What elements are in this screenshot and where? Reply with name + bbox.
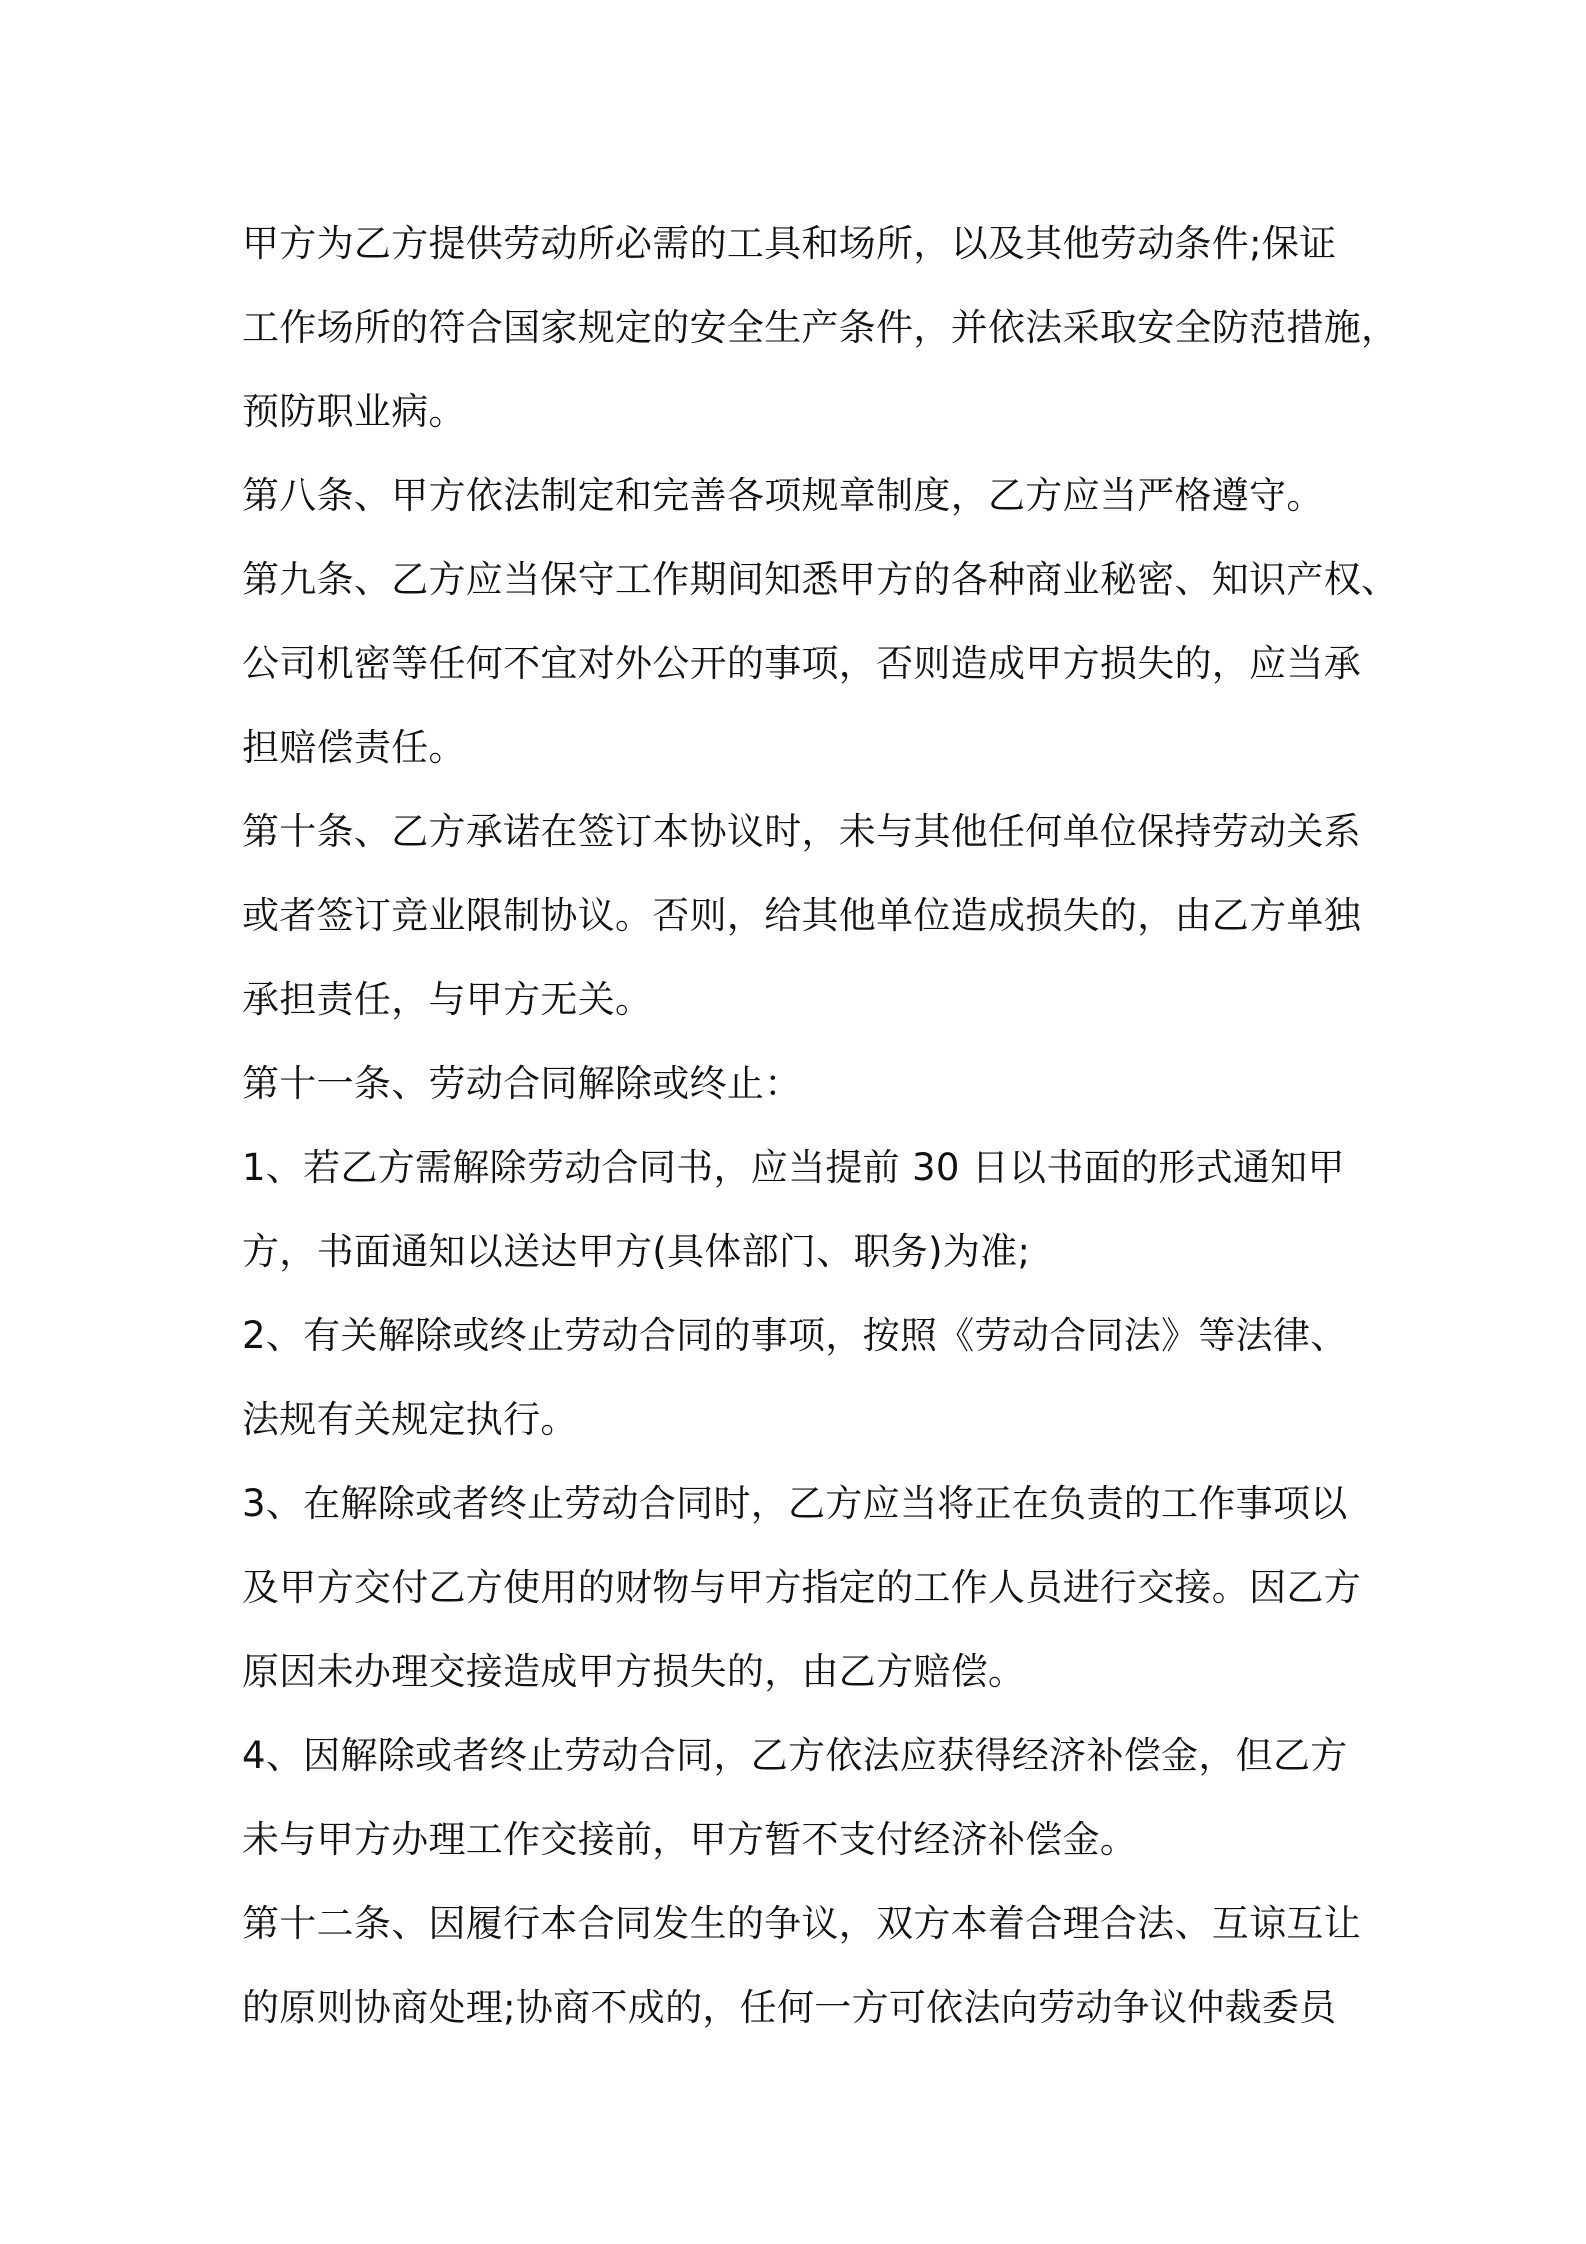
text-line: 第十条、乙方承诺在签订本协议时，未与其他任何单位保持劳动关系: [242, 810, 1361, 853]
text-line: 3、在解除或者终止劳动合同时，乙方应当将正在负责的工作事项以: [242, 1482, 1348, 1525]
text-line: 方，书面通知以送达甲方(具体部门、职务)为准;: [242, 1230, 1031, 1273]
text-line: 1、若乙方需解除劳动合同书，应当提前 30 日以书面的形式通知甲: [242, 1146, 1345, 1189]
text-line: 担赔偿责任。: [242, 726, 466, 769]
text-line: 或者签订竞业限制协议。否则，给其他单位造成损失的，由乙方单独: [242, 894, 1361, 937]
text-line: 2、有关解除或终止劳动合同的事项，按照《劳动合同法》等法律、: [242, 1314, 1348, 1357]
text-line: 的原则协商处理;协商不成的，任何一方可依法向劳动争议仲裁委员: [242, 1986, 1337, 2029]
text-line: 工作场所的符合国家规定的安全生产条件，并依法采取安全防范措施，: [242, 306, 1399, 349]
text-line: 未与甲方办理工作交接前，甲方暂不支付经济补偿金。: [242, 1818, 1138, 1861]
text-line: 承担责任，与甲方无关。: [242, 978, 653, 1021]
text-line: 原因未办理交接造成甲方损失的，由乙方赔偿。: [242, 1650, 1026, 1693]
text-line: 法规有关规定执行。: [242, 1398, 578, 1441]
text-line: 第十一条、劳动合同解除或终止：: [242, 1062, 802, 1105]
text-line: 甲方为乙方提供劳动所必需的工具和场所，以及其他劳动条件;保证: [242, 222, 1337, 265]
text-line: 第十二条、因履行本合同发生的争议，双方本着合理合法、互谅互让: [242, 1902, 1361, 1945]
text-line: 第八条、甲方依法制定和完善各项规章制度，乙方应当严格遵守。: [242, 474, 1324, 517]
text-line: 及甲方交付乙方使用的财物与甲方指定的工作人员进行交接。因乙方: [242, 1566, 1361, 1609]
text-line: 预防职业病。: [242, 390, 466, 433]
text-line: 4、因解除或者终止劳动合同，乙方依法应获得经济补偿金，但乙方: [242, 1734, 1348, 1777]
text-line: 公司机密等任何不宜对外公开的事项，否则造成甲方损失的，应当承: [242, 642, 1361, 685]
text-line: 第九条、乙方应当保守工作期间知悉甲方的各种商业秘密、知识产权、: [242, 558, 1399, 601]
document-body: [242, 202, 1399, 2050]
